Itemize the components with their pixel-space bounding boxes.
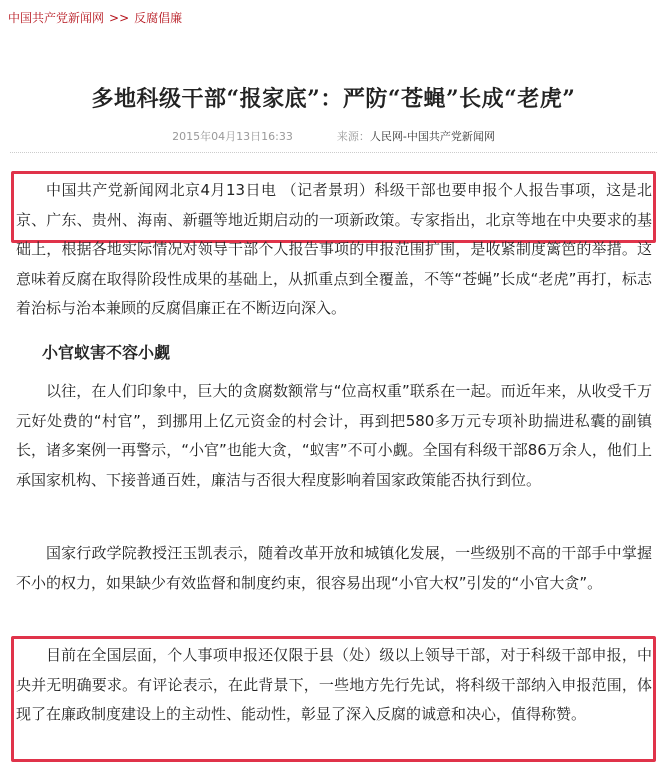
breadcrumb-home-link[interactable]: 中国共产党新闻网	[8, 11, 105, 25]
breadcrumb-separator: >>	[109, 11, 130, 25]
intro-paragraph: 中国共产党新闻网北京4月13日电 （记者景玥）科级干部也要申报个人报告事项，这是北京、广东、贵州、海南、新疆等地近期启动的一项新政策。专家指出，北京等地在中央要求的基础上，根据各地实际情况对领导干部个人报告事项的申报范围扩围，是收紧制度篱笆的举措。这意味着反腐在取得阶段性成果的基础上，从抓重点到全覆盖，不等“苍蝇”长成“老虎”再打，标志着治标与治本兼顾的反腐倡廉正在不断迈向深入。	[16, 181, 652, 318]
source-link[interactable]: 人民网-中国共产党新闻网	[369, 130, 495, 143]
publish-date: 2015年04月13日16:33	[172, 130, 293, 143]
breadcrumb	[8, 9, 182, 26]
breadcrumb-section-link[interactable]: 反腐倡廉	[134, 11, 183, 25]
source-label: 来源：	[336, 130, 370, 143]
meta-divider	[10, 152, 657, 153]
section-subheading: 小官蚁害不容小觑	[42, 343, 171, 362]
body-paragraph-3: 目前在全国层面，个人事项申报还仅限于县（处）级以上领导干部，对于科级干部申报，中央并无明确要求。有评论表示，在此背景下，一些地方先行先试，将科级干部纳入申报范围，体现了在廉政制度建设上的主动性、能动性，彰显了深入反腐的诚意和决心，值得称赞。	[16, 646, 652, 724]
article-meta	[0, 128, 667, 144]
body-paragraph-2: 国家行政学院教授汪玉凯表示，随着改革开放和城镇化发展，一些级别不高的干部手中掌握不小的权力，如果缺少有效监督和制度约束，很容易出现“小官大权”引发的“小官大贪”。	[16, 544, 652, 592]
article-title: 多地科级干部“报家底”：严防“苍蝇”长成“老虎”	[91, 85, 576, 112]
body-paragraph-1: 以往，在人们印象中，巨大的贪腐数额常与“位高权重”联系在一起。而近年来，从收受千万元好处费的“村官”，到挪用上亿元资金的村会计，再到把580多万元专项补助揣进私囊的副镇长，诸多案例一再警示，“小官”也能大贪，“蚁害”不可小觑。全国有科级干部86万余人，他们上承国家机构、下接普通百姓，廉洁与否很大程度影响着国家政策能否执行到位。	[16, 382, 652, 489]
